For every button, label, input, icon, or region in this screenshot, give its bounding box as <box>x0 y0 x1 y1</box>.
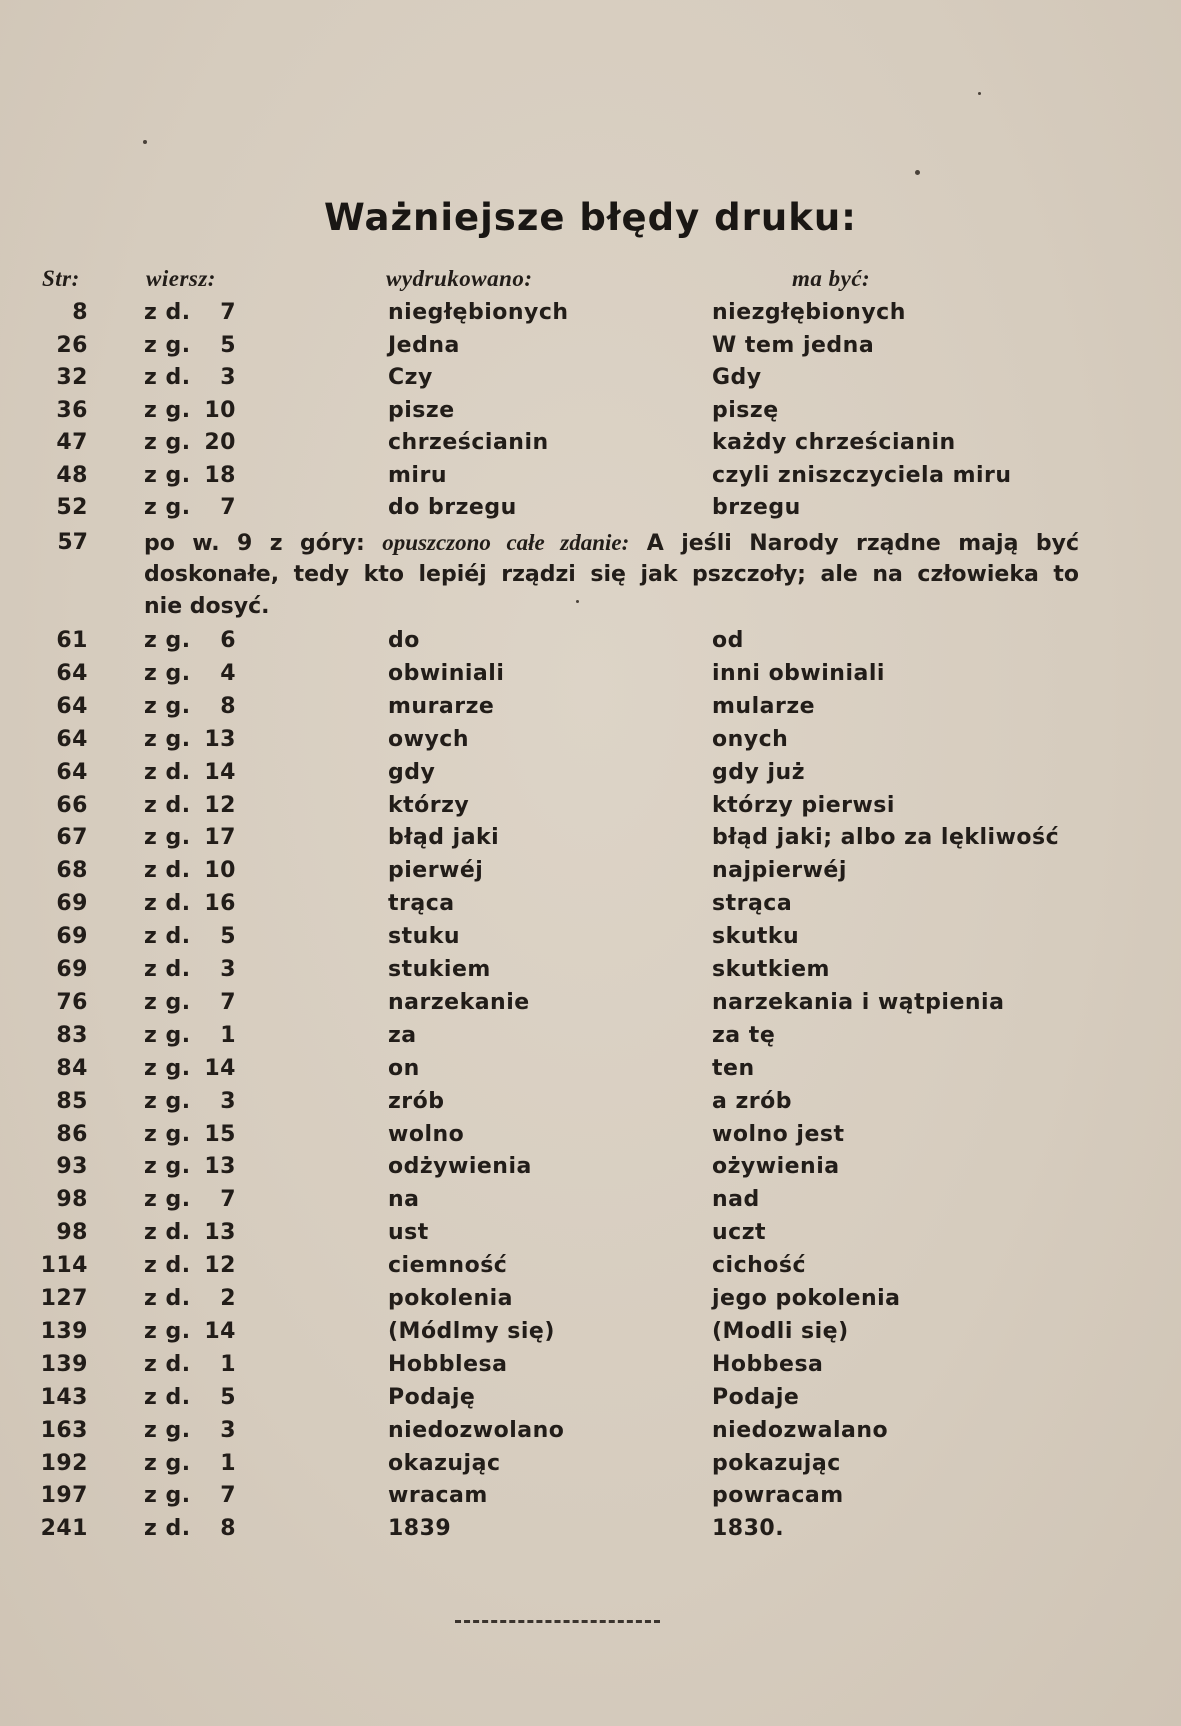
entry-page: 69 <box>56 891 88 917</box>
entry-line-side: z d. <box>144 957 191 982</box>
entry-line-number: 1 <box>220 1450 236 1476</box>
paper-speck <box>576 600 579 603</box>
entry-correct: powracam <box>712 1483 844 1509</box>
paper-speck <box>915 170 920 175</box>
entry-printed: pisze <box>388 397 455 423</box>
entry-correct: najpierwéj <box>712 858 847 884</box>
errata-row <box>0 1350 1181 1380</box>
entry-printed: błąd jaki <box>388 825 500 851</box>
entry-line-number: 1 <box>220 1351 236 1377</box>
entry-line-side: z d. <box>144 924 191 950</box>
entry-line-side: z g. <box>144 628 191 653</box>
entry-line-number: 5 <box>220 1384 236 1410</box>
entry-line-number: 2 <box>220 1286 236 1311</box>
header-line: wiersz: <box>146 266 216 291</box>
errata-row <box>0 823 1181 853</box>
entry-printed: pierwéj <box>388 858 484 884</box>
entry-correct: ożywienia <box>712 1154 840 1180</box>
errata-row <box>0 955 1181 985</box>
entry-printed: za <box>388 1022 417 1048</box>
entry-printed: chrześcianin <box>388 430 549 455</box>
entry-correct: inni obwiniali <box>712 660 885 686</box>
entry-page: 8 <box>72 300 88 325</box>
entry-page: 36 <box>56 397 88 423</box>
entry-line-number: 14 <box>204 1055 236 1081</box>
errata-row <box>0 1185 1181 1215</box>
errata-row <box>0 1251 1181 1281</box>
entry-printed: miru <box>388 462 447 488</box>
entry-page: 76 <box>56 989 88 1015</box>
entry-line-side: z g. <box>144 1483 191 1509</box>
entry-printed: do brzegu <box>388 495 517 520</box>
long-entry-line-1-rest: A jeśli Narody rządne mają być <box>629 531 1079 556</box>
entry-line-side: z d. <box>144 1351 191 1377</box>
entry-correct: Podaje <box>712 1384 800 1410</box>
entry-line-number: 13 <box>204 1220 236 1246</box>
entry-correct: błąd jaki; albo za lękliwość <box>712 825 1060 851</box>
entry-line-number: 10 <box>204 858 236 884</box>
entry-page: 86 <box>56 1121 88 1147</box>
entry-correct: a zrób <box>712 1088 793 1114</box>
entry-page: 26 <box>56 332 88 358</box>
errata-row <box>0 659 1181 689</box>
entry-line-side: z d. <box>144 1516 191 1542</box>
errata-row <box>0 1317 1181 1347</box>
entry-line-number: 3 <box>220 365 236 390</box>
errata-row <box>0 1449 1181 1479</box>
errata-row <box>0 428 1181 458</box>
entry-printed: trąca <box>388 891 455 917</box>
entry-page: 66 <box>56 792 88 818</box>
entry-line-side: z g. <box>144 1088 191 1114</box>
entry-line-number: 10 <box>204 397 236 423</box>
entry-printed: niegłębionych <box>388 300 569 325</box>
entry-line-number: 6 <box>220 628 236 653</box>
entry-printed: odżywienia <box>388 1154 532 1180</box>
entry-line-side: z g. <box>144 1022 191 1048</box>
entry-line-number: 14 <box>204 759 236 785</box>
entry-page: 69 <box>56 924 88 950</box>
entry-page: 93 <box>56 1154 88 1180</box>
entry-page: 64 <box>56 726 88 752</box>
entry-printed: (Módlmy się) <box>388 1318 555 1344</box>
long-entry-lead: po w. 9 z góry: <box>144 531 383 556</box>
errata-row <box>0 363 1181 393</box>
entry-correct: jego pokolenia <box>712 1286 901 1311</box>
entry-line-number: 8 <box>220 693 236 719</box>
entry-page: 68 <box>56 858 88 884</box>
entry-page: 163 <box>40 1417 88 1443</box>
entry-printed: na <box>388 1187 420 1213</box>
entry-line-number: 14 <box>204 1318 236 1344</box>
entry-correct: pokazując <box>712 1450 841 1476</box>
entry-line-side: z g. <box>144 825 191 851</box>
entry-printed: gdy <box>388 759 436 785</box>
entry-line-number: 3 <box>220 1088 236 1114</box>
long-entry-line-3: nie dosyć. <box>144 594 270 619</box>
errata-row <box>0 1416 1181 1446</box>
entry-correct: niezgłębionych <box>712 300 906 325</box>
entry-line-side: z d. <box>144 759 191 785</box>
entry-line-side: z g. <box>144 462 191 488</box>
entry-printed: Jedna <box>388 332 460 358</box>
entry-line-side: z g. <box>144 332 191 358</box>
entry-correct: (Modli się) <box>712 1318 849 1344</box>
entry-line-number: 16 <box>204 891 236 917</box>
entry-line-side: z d. <box>144 365 191 390</box>
errata-row <box>0 1284 1181 1314</box>
entry-line-number: 5 <box>220 924 236 950</box>
entry-page: 69 <box>56 957 88 982</box>
entry-page: 52 <box>56 495 88 520</box>
entry-printed: stuku <box>388 924 461 950</box>
entry-correct: W tem jedna <box>712 332 875 358</box>
entry-correct: Gdy <box>712 365 762 390</box>
entry-correct: 1830. <box>712 1516 785 1542</box>
entry-correct: uczt <box>712 1220 767 1246</box>
entry-line-number: 13 <box>204 726 236 752</box>
entry-correct: którzy pierwsi <box>712 792 895 818</box>
errata-row <box>0 1152 1181 1182</box>
long-entry-text <box>144 527 1079 623</box>
entry-line-number: 12 <box>204 1253 236 1279</box>
entry-page: 64 <box>56 693 88 719</box>
entry-correct: cichość <box>712 1253 807 1279</box>
entry-page: 47 <box>56 430 88 455</box>
entry-printed: którzy <box>388 792 470 818</box>
errata-row <box>0 856 1181 886</box>
entry-correct: strąca <box>712 891 793 917</box>
entry-line-side: z d. <box>144 300 191 325</box>
entry-printed: owych <box>388 726 469 752</box>
entry-correct: gdy już <box>712 759 806 785</box>
entry-page: 143 <box>40 1384 88 1410</box>
entry-page: 127 <box>40 1286 88 1311</box>
errata-row <box>0 1514 1181 1544</box>
entry-page: 67 <box>56 825 88 851</box>
closing-rule <box>455 1620 660 1623</box>
entry-correct: onych <box>712 726 789 752</box>
errata-row <box>0 1218 1181 1248</box>
entry-line-side: z g. <box>144 1450 191 1476</box>
errata-row <box>0 791 1181 821</box>
errata-row <box>0 493 1181 523</box>
entry-printed: do <box>388 628 420 653</box>
entry-line-side: z d. <box>144 891 191 917</box>
entry-page: 139 <box>40 1318 88 1344</box>
entry-line-side: z g. <box>144 726 191 752</box>
errata-row <box>0 1120 1181 1150</box>
entry-line-side: z d. <box>144 858 191 884</box>
entry-page: 139 <box>40 1351 88 1377</box>
long-entry-line-1 <box>144 527 1079 559</box>
entry-page: 61 <box>56 628 88 653</box>
long-entry-page: 57 <box>57 530 88 555</box>
entry-printed: Czy <box>388 365 433 390</box>
entry-correct: mularze <box>712 693 816 719</box>
entry-line-number: 4 <box>220 660 236 686</box>
entry-line-number: 20 <box>204 430 236 455</box>
entry-line-side: z d. <box>144 792 191 818</box>
entry-line-side: z g. <box>144 1154 191 1180</box>
entry-printed: obwiniali <box>388 660 505 686</box>
errata-row <box>0 758 1181 788</box>
entry-line-number: 7 <box>220 1187 236 1213</box>
errata-row <box>0 889 1181 919</box>
entry-page: 98 <box>56 1187 88 1213</box>
entry-page: 32 <box>56 365 88 390</box>
entry-line-side: z d. <box>144 1220 191 1246</box>
entry-page: 64 <box>56 759 88 785</box>
entry-page: 48 <box>56 462 88 488</box>
errata-row <box>0 1087 1181 1117</box>
entry-line-number: 17 <box>204 825 236 851</box>
entry-correct: skutku <box>712 924 800 950</box>
entry-printed: murarze <box>388 693 495 719</box>
errata-row <box>0 988 1181 1018</box>
entry-printed: Hobblesa <box>388 1351 508 1377</box>
entry-correct: ten <box>712 1055 755 1081</box>
entry-printed: pokolenia <box>388 1286 514 1311</box>
entry-page: 64 <box>56 660 88 686</box>
entry-line-side: z g. <box>144 1417 191 1443</box>
errata-row <box>0 1054 1181 1084</box>
errata-row <box>0 1481 1181 1511</box>
errata-row <box>0 298 1181 328</box>
entry-line-number: 3 <box>220 957 236 982</box>
entry-line-number: 12 <box>204 792 236 818</box>
entry-line-number: 13 <box>204 1154 236 1180</box>
entry-correct: narzekania i wątpienia <box>712 989 1005 1015</box>
errata-row <box>0 922 1181 952</box>
header-correct: ma być: <box>792 266 871 291</box>
entry-page: 192 <box>40 1450 88 1476</box>
errata-row <box>0 331 1181 361</box>
entry-printed: on <box>388 1055 420 1081</box>
entry-correct: skutkiem <box>712 957 830 982</box>
entry-line-side: z d. <box>144 1384 191 1410</box>
entry-page: 241 <box>40 1516 88 1542</box>
header-printed: wydrukowano: <box>386 266 533 291</box>
long-entry-italic: opuszczono całe zdanie: <box>382 530 630 555</box>
entry-line-number: 8 <box>220 1516 236 1542</box>
entry-correct: każdy chrześcianin <box>712 430 956 455</box>
entry-line-side: z d. <box>144 1253 191 1279</box>
entry-page: 114 <box>40 1253 88 1279</box>
entry-printed: zrób <box>388 1088 445 1114</box>
entry-printed: narzekanie <box>388 989 530 1015</box>
errata-row <box>0 626 1181 656</box>
entry-page: 197 <box>40 1483 88 1509</box>
entry-page: 98 <box>56 1220 88 1246</box>
entry-page: 83 <box>56 1022 88 1048</box>
entry-page: 84 <box>56 1055 88 1081</box>
entry-line-number: 7 <box>220 495 236 520</box>
entry-correct: piszę <box>712 397 779 423</box>
entry-line-side: z g. <box>144 1121 191 1147</box>
entry-printed: wolno <box>388 1121 465 1147</box>
entry-line-side: z g. <box>144 495 191 520</box>
errata-row <box>0 692 1181 722</box>
errata-row <box>0 461 1181 491</box>
entry-correct: od <box>712 628 744 653</box>
errata-row <box>0 1383 1181 1413</box>
entry-printed: ciemność <box>388 1253 508 1279</box>
entry-line-number: 7 <box>220 1483 236 1509</box>
entry-printed: stukiem <box>388 957 491 982</box>
entry-correct: Hobbesa <box>712 1351 824 1377</box>
entry-printed: wracam <box>388 1483 488 1509</box>
page-title: Ważniejsze błędy druku: <box>324 196 857 239</box>
entry-printed: 1839 <box>388 1516 452 1542</box>
entry-printed: okazując <box>388 1450 501 1476</box>
column-headers <box>0 264 1181 294</box>
entry-correct: wolno jest <box>712 1121 845 1147</box>
paper-speck <box>978 92 981 95</box>
entry-printed: ust <box>388 1220 429 1246</box>
entry-line-side: z g. <box>144 430 191 455</box>
entry-line-side: z g. <box>144 1055 191 1081</box>
entry-correct: niedozwalano <box>712 1417 889 1443</box>
entry-correct: czyli zniszczyciela miru <box>712 462 1012 488</box>
header-page: Str: <box>42 266 80 291</box>
errata-row <box>0 396 1181 426</box>
entry-line-side: z g. <box>144 693 191 719</box>
entry-line-side: z g. <box>144 660 191 686</box>
entry-printed: niedozwolano <box>388 1417 565 1443</box>
entry-correct: brzegu <box>712 495 801 520</box>
entry-line-number: 7 <box>220 989 236 1015</box>
entry-line-side: z g. <box>144 989 191 1015</box>
entry-correct: za tę <box>712 1022 776 1048</box>
entry-line-number: 3 <box>220 1417 236 1443</box>
errata-row <box>0 725 1181 755</box>
entry-page: 85 <box>56 1088 88 1114</box>
entry-line-number: 15 <box>204 1121 236 1147</box>
entry-line-side: z g. <box>144 397 191 423</box>
entry-line-number: 18 <box>204 462 236 488</box>
entry-correct: nad <box>712 1187 760 1213</box>
entry-line-side: z g. <box>144 1318 191 1344</box>
entry-printed: Podaję <box>388 1384 476 1410</box>
errata-row <box>0 1021 1181 1051</box>
paper-speck <box>143 140 147 144</box>
long-entry-line-2: doskonałe, tedy kto lepiéj rządzi się jak pszczoły; ale na człowieka to <box>144 562 1079 587</box>
entry-line-side: z g. <box>144 1187 191 1213</box>
entry-line-number: 1 <box>220 1022 236 1048</box>
entry-line-number: 7 <box>220 300 236 325</box>
entry-line-number: 5 <box>220 332 236 358</box>
entry-line-side: z d. <box>144 1286 191 1311</box>
